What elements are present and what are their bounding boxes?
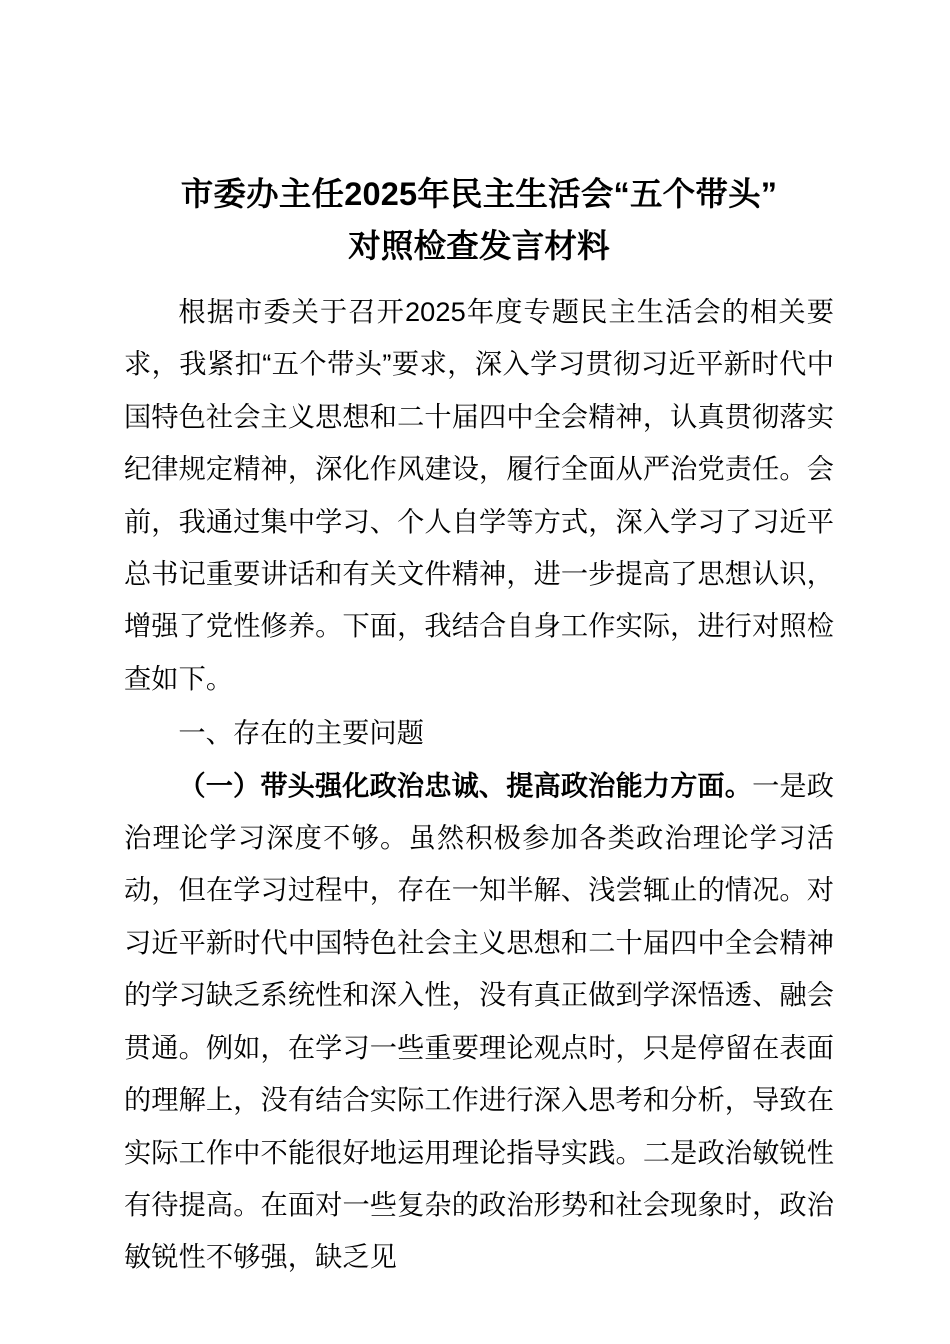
document-title-line-1: 市委办主任2025年民主生活会“五个带头”	[180, 176, 778, 212]
subsection-one-label: （一）带头强化政治忠诚、提高政治能力方面。	[178, 769, 753, 801]
subsection-one-body: 一是政治理论学习深度不够。虽然积极参加各类政治理论学习活动，但在学习过程中，存在一知半解、浅尝辄止的情况。对习近平新时代中国特色社会主义思想和二十届四中全会精神的学习缺乏系统性和深入性，没有真正做到学深悟透、融会贯通。例如，在学习一些重要理论观点时，只是停留在表面的理解上，没有结合实际工作进行深入思考和分析，导致在实际工作中不能很好地运用理论指导实践。二是政治敏锐性有待提高。在面对一些复杂的政治形势和社会现象时，政治敏锐性不够强，缺乏见	[124, 769, 834, 1273]
section-heading-one: 一、存在的主要问题	[178, 717, 424, 749]
document-title	[124, 168, 834, 272]
document-title-line-2: 对照检查发言材料	[348, 228, 610, 264]
intro-paragraph: 根据市委关于召开2025年度专题民主生活会的相关要求，我紧扣“五个带头”要求，深入学习贯彻习近平新时代中国特色社会主义思想和二十届四中全会精神，认真贯彻落实纪律规定精神，深化作风建设，履行全面从严治党责任。会前，我通过集中学习、个人自学等方式，深入学习了习近平总书记重要讲话和有关文件精神，进一步提高了思想认识，增强了党性修养。下面，我结合自身工作实际，进行对照检查如下。	[124, 296, 834, 694]
document-content	[124, 168, 834, 1284]
subsection-one-paragraph	[124, 760, 834, 1284]
